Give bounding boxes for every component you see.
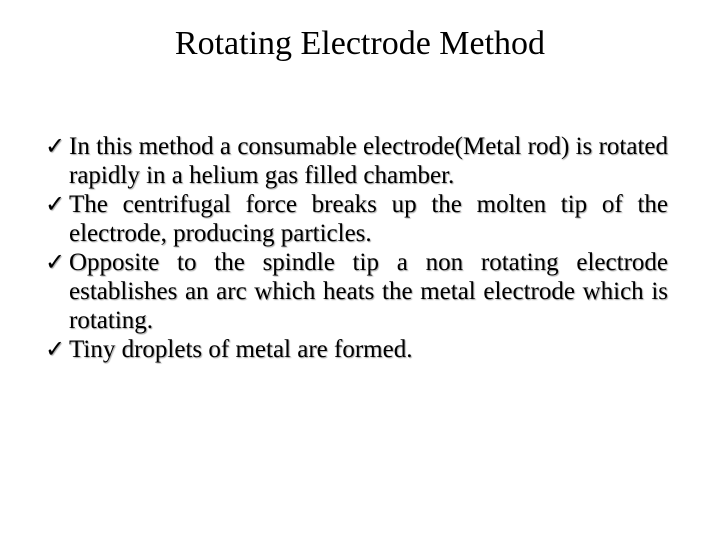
bullet-list [45,132,668,364]
check-icon: ✓ [45,190,66,218]
bullet-item [45,132,668,190]
check-icon: ✓ [45,248,66,276]
check-icon: ✓ [45,335,66,363]
check-icon: ✓ [45,132,66,160]
bullet-text: Opposite to the spindle tip a non rotating electrode establishes an arc which heats the metal electrode which is rotating. [69,249,668,334]
bullet-text: In this method a consumable electrode(Metal rod) is rotated rapidly in a helium gas filled chamber. [69,133,668,189]
slide-title: Rotating Electrode Method [174,25,546,62]
bullet-text: The centrifugal force breaks up the molten tip of the electrode, producing particles. [69,191,668,247]
bullet-item [45,248,668,335]
bullet-text: Tiny droplets of metal are formed. [69,336,413,363]
bullet-item [45,335,668,364]
bullet-item [45,190,668,248]
